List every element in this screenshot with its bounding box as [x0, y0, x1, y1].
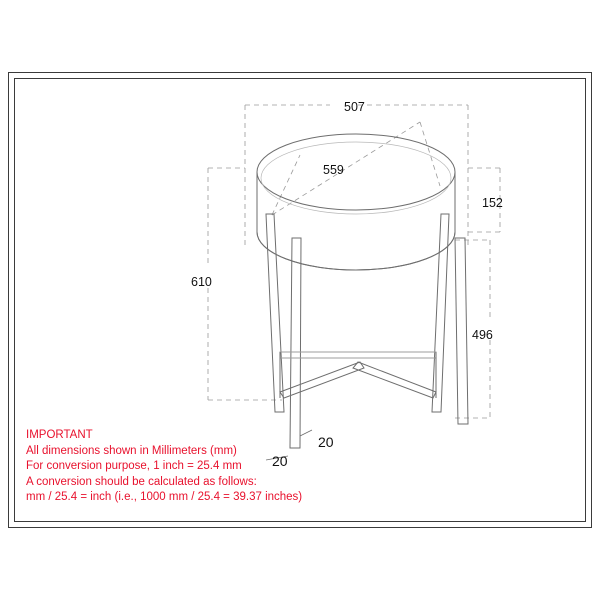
dimension-leg-thickness-right: 20	[318, 434, 334, 450]
dimension-leg-height: 496	[472, 328, 493, 342]
notes-line-3: A conversion should be calculated as follows:	[26, 475, 257, 488]
table-legs	[266, 214, 468, 448]
notes-title: IMPORTANT	[26, 429, 93, 441]
cross-stretchers	[280, 352, 436, 398]
dimension-top-thickness: 152	[482, 196, 503, 210]
notes-line-1: All dimensions shown in Millimeters (mm)	[26, 444, 237, 457]
important-notes	[26, 428, 302, 506]
notes-line-4: mm / 25.4 = inch (i.e., 1000 mm / 25.4 = 39.37 inches)	[26, 491, 303, 503]
dimension-leg-thickness-left: 20	[272, 453, 288, 469]
dimension-top-width: 507	[344, 100, 365, 114]
projection-lines	[208, 105, 500, 418]
dimension-overall-height: 610	[191, 275, 212, 289]
table-top-face	[257, 134, 455, 210]
dimension-table-diameter: 559	[323, 163, 344, 177]
notes-line-2: For conversion purpose, 1 inch = 25.4 mm	[26, 460, 242, 472]
